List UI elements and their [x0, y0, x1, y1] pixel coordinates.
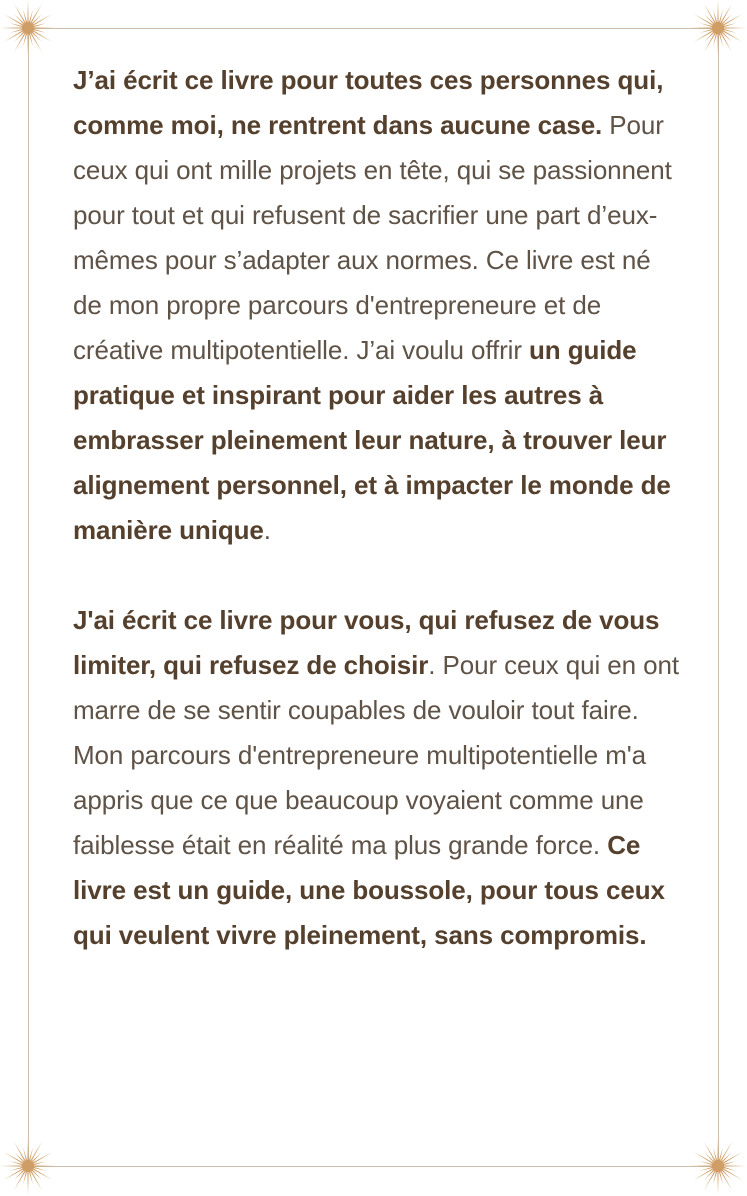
frame-right-border	[718, 28, 719, 1167]
sunburst-star-icon	[688, 1136, 747, 1196]
regular-text: .	[263, 515, 271, 545]
bold-text: Ce livre est un guide, une boussole, pour tous ceux qui veulent vivre pleinement, sans compromis.	[73, 830, 665, 950]
sunburst-star-icon	[0, 1136, 58, 1196]
frame-left-border	[28, 28, 29, 1167]
paragraph-spacer	[73, 553, 683, 598]
bold-text: un guide pratique et inspirant pour aider les autres à embrasser pleinement leur nature, à trouver leur alignement personnel, et à impacter le monde de manière unique	[73, 335, 671, 545]
paragraph	[73, 598, 683, 958]
text-block	[73, 58, 683, 958]
sunburst-star-icon	[0, 0, 58, 58]
bold-text: J'ai écrit ce livre pour vous, qui refusez de vous limiter, qui refusez de choisir	[73, 605, 660, 680]
sunburst-star-icon	[688, 0, 747, 58]
frame-top-border	[28, 28, 719, 29]
frame-bottom-border	[28, 1166, 719, 1167]
regular-text: Pour ceux qui ont mille projets en tête, qui se passionnent pour tout et qui refusent de sacrifier une part d’eux-mêmes pour s’adapter aux normes. Ce livre est né de mon propre parcours d'entrepreneure et de créative multipotentielle. J’ai voulu offrir	[73, 110, 672, 365]
bold-text: J’ai écrit ce livre pour toutes ces personnes qui, comme moi, ne rentrent dans aucune case.	[73, 65, 664, 140]
paragraph	[73, 58, 683, 553]
regular-text: . Pour ceux qui en ont marre de se sentir coupables de vouloir tout faire. Mon parcours d'entrepreneure multipotentielle m'a appris que ce que beaucoup voyaient comme une faiblesse était en réalité ma plus grande force.	[73, 650, 679, 860]
